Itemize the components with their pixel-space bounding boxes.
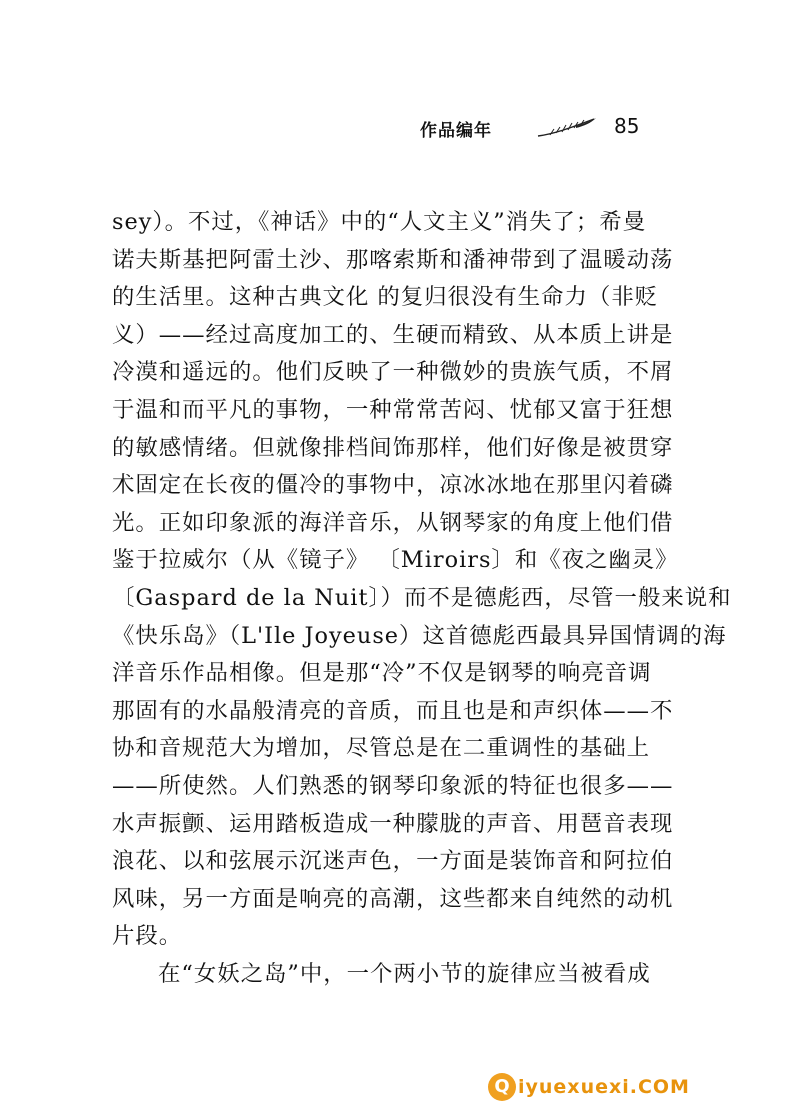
running-head-title: 作品编年: [420, 121, 492, 141]
text-line: 那固有的水晶般清亮的音质，而且也是和声织体——不: [112, 697, 674, 724]
paragraph-first-line: 在“女妖之岛”中，一个两小节的旋律应当被看成: [158, 960, 651, 987]
quill-ornament-icon: [536, 116, 598, 140]
watermark-logo-icon: Q: [488, 1073, 516, 1101]
text-line: 光。正如印象派的海洋音乐，从钢琴家的角度上他们借: [112, 509, 674, 536]
text-line: 风味，另一方面是响亮的高潮，这些都来自纯然的动机: [112, 885, 674, 912]
text-line: 《快乐岛》（L'Ile Joyeuse）这首德彪西最具异国情调的海: [112, 622, 727, 649]
text-line: 洋音乐作品相像。但是那“冷”不仅是钢琴的响亮音调: [112, 660, 652, 687]
text-line: 鉴于拉威尔（从《镜子》 〔Miroirs〕和《夜之幽灵》: [112, 547, 679, 574]
site-watermark: [488, 1070, 778, 1104]
text-line: 〔Gaspard de la Nuit〕）而不是德彪西，尽管一般来说和: [112, 584, 732, 611]
text-line: 协和音规范大为增加，尽管总是在二重调性的基础上: [112, 735, 650, 762]
text-line: 水声振颤、运用踏板造成一种朦胧的声音、用琶音表现: [112, 810, 674, 837]
text-line: 义）——经过高度加工的、生硬而精致、从本质上讲是: [112, 321, 674, 348]
page-number: 85: [614, 114, 640, 138]
body-text: [112, 204, 732, 993]
text-line: 冷漠和遥远的。他们反映了一种微妙的贵族气质，不屑: [112, 359, 674, 386]
page-header: [420, 114, 650, 146]
text-line: sey）。不过，《神话》中的“人文主义”消失了；希曼: [112, 209, 647, 235]
text-line: 术固定在长夜的僵冷的事物中，凉冰冰地在那里闪着磷: [112, 472, 674, 499]
text-line: 的敏感情绪。但就像排档间饰那样，他们好像是被贯穿: [112, 434, 674, 461]
text-line: 于温和而平凡的事物，一种常常苦闷、忧郁又富于狂想: [112, 396, 674, 423]
text-line: 诺夫斯基把阿雷土沙、那喀索斯和潘神带到了温暖动荡: [112, 246, 674, 273]
text-line: 片段。: [112, 923, 183, 950]
text-line: 浪花、以和弦展示沉迷声色，一方面是装饰音和阿拉伯: [112, 848, 674, 875]
watermark-text: iyuexuexi.COM: [518, 1076, 690, 1098]
text-line: 的生活里。这种古典文化 的复归很没有生命力（非贬: [112, 284, 659, 311]
text-line: ——所使然。人们熟悉的钢琴印象派的特征也很多——: [112, 772, 674, 799]
